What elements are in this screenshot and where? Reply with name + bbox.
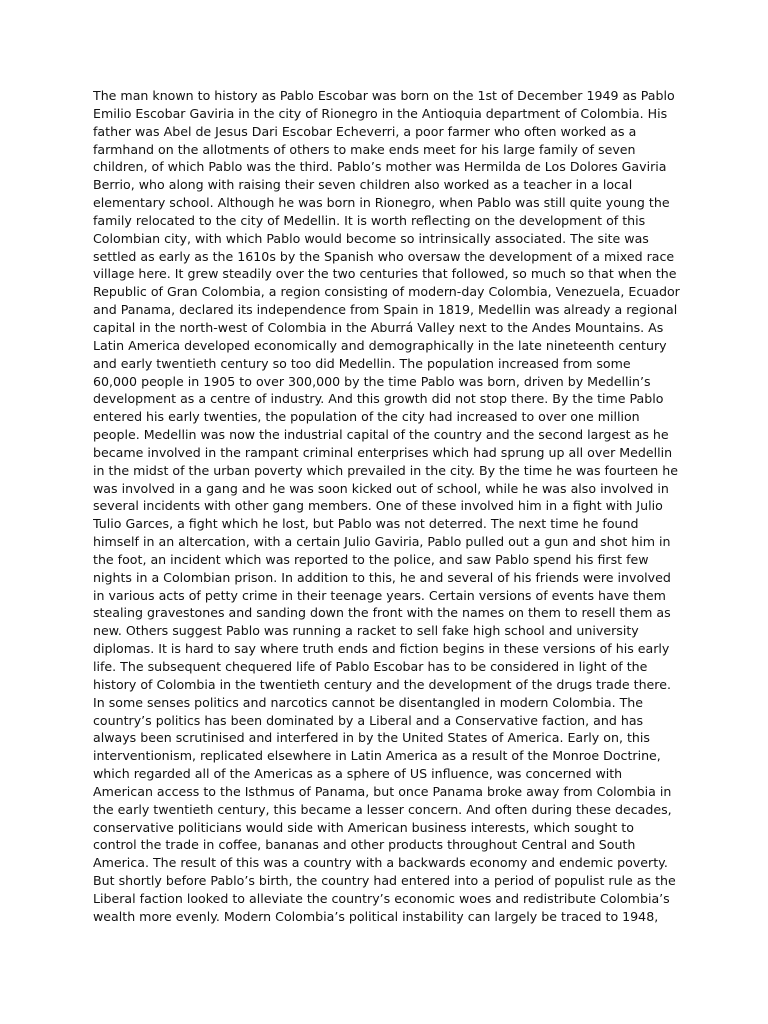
text-line: interventionism, replicated elsewhere in Latin America as a result of the Monroe Doctrine, — [93, 748, 661, 764]
text-line: Colombian city, with which Pablo would become so intrinsically associated. The site was — [93, 230, 649, 246]
text-line: control the trade in coffee, bananas and other products throughout Central and South — [93, 837, 636, 853]
text-line: children, of which Pablo was the third. Pablo’s mother was Hermilda de Los Dolores Gaviria — [93, 159, 667, 175]
text-line: farmhand on the allotments of others to make ends meet for his large family of seven — [93, 141, 636, 157]
text-line: father was Abel de Jesus Dari Escobar Echeverri, a poor farmer who often worked as a — [93, 123, 637, 139]
text-line: himself in an altercation, with a certain Julio Gaviria, Pablo pulled out a gun and shot him in — [93, 534, 671, 550]
text-line: became involved in the rampant criminal enterprises which had sprung up all over Medellin — [93, 444, 673, 460]
text-line: in the midst of the urban poverty which prevailed in the city. By the time he was fourteen he — [93, 462, 678, 478]
text-line: diplomas. It is hard to say where truth ends and fiction begins in these versions of his early — [93, 641, 670, 657]
text-line: settled as early as the 1610s by the Spanish who oversaw the development of a mixed race — [93, 248, 675, 264]
text-line: American access to the Isthmus of Panama, but once Panama broke away from Colombia in — [93, 783, 672, 799]
text-line: in various acts of petty crime in their teenage years. Certain versions of events have them — [93, 587, 666, 603]
text-line: But shortly before Pablo’s birth, the country had entered into a period of populist rule as the — [93, 873, 676, 889]
text-line: Emilio Escobar Gaviria in the city of Rionegro in the Antioquia department of Colombia. His — [93, 105, 668, 121]
text-line: wealth more evenly. Modern Colombia’s political instability can largely be traced to 1948, — [93, 908, 659, 924]
text-line: the early twentieth century, this became a lesser concern. And often during these decades, — [93, 801, 672, 817]
text-line: and early twentieth century so too did Medellin. The population increased from some — [93, 355, 631, 371]
text-line: The man known to history as Pablo Escobar was born on the 1st of December 1949 as Pablo — [93, 88, 675, 103]
text-line: In some senses politics and narcotics cannot be disentangled in modern Colombia. The — [93, 694, 644, 710]
text-line: history of Colombia in the twentieth century and the development of the drugs trade there. — [93, 676, 671, 692]
text-line: Latin America developed economically and demographically in the late nineteenth century — [93, 337, 667, 353]
text-line: capital in the north-west of Colombia in the Aburrá Valley next to the Andes Mountains. As — [93, 319, 664, 335]
text-line: life. The subsequent chequered life of Pablo Escobar has to be considered in light of the — [93, 659, 648, 674]
body-paragraph — [93, 87, 683, 926]
text-line: Berrio, who along with raising their seven children also worked as a teacher in a local — [93, 177, 633, 193]
text-line: Republic of Gran Colombia, a region consisting of modern-day Colombia, Venezuela, Ecuador — [93, 284, 680, 300]
text-line: America. The result of this was a country with a backwards economy and endemic poverty. — [93, 855, 668, 871]
text-line: entered his early twenties, the population of the city had increased to over one million — [93, 409, 640, 425]
text-line: the foot, an incident which was reported to the police, and saw Pablo spend his first few — [93, 551, 649, 567]
text-line: nights in a Colombian prison. In addition to this, he and several of his friends were involved — [93, 569, 671, 585]
text-line: which regarded all of the Americas as a sphere of US influence, was concerned with — [93, 766, 623, 782]
text-line: always been scrutinised and interfered in by the United States of America. Early on, this — [93, 730, 650, 746]
text-line: was involved in a gang and he was soon kicked out of school, while he was also involved in — [93, 480, 669, 496]
text-line: Tulio Garces, a fight which he lost, but Pablo was not deterred. The next time he found — [93, 516, 639, 532]
text-line: 60,000 people in 1905 to over 300,000 by the time Pablo was born, driven by Medellin’s — [93, 373, 651, 389]
text-line: people. Medellin was now the industrial capital of the country and the second largest as he — [93, 427, 669, 443]
text-line: Liberal faction looked to alleviate the country’s economic woes and redistribute Colombia’s — [93, 890, 670, 906]
text-line: family relocated to the city of Medellin. It is worth reflecting on the development of this — [93, 212, 646, 228]
text-line: and Panama, declared its independence from Spain in 1819, Medellin was already a regional — [93, 302, 678, 318]
text-line: stealing gravestones and sanding down the front with the names on them to resell them as — [93, 605, 671, 621]
text-line: conservative politicians would side with American business interests, which sought to — [93, 819, 634, 835]
text-line: country’s politics has been dominated by a Liberal and a Conservative faction, and has — [93, 712, 644, 728]
text-line: new. Others suggest Pablo was running a racket to sell fake high school and university — [93, 623, 639, 639]
text-line: elementary school. Although he was born in Rionegro, when Pablo was still quite young the — [93, 195, 670, 211]
text-line: several incidents with other gang members. One of these involved him in a fight with Julio — [93, 498, 663, 514]
text-line: village here. It grew steadily over the two centuries that followed, so much so that when the — [93, 266, 677, 282]
text-line: development as a centre of industry. And this growth did not stop there. By the time Pablo — [93, 391, 664, 407]
